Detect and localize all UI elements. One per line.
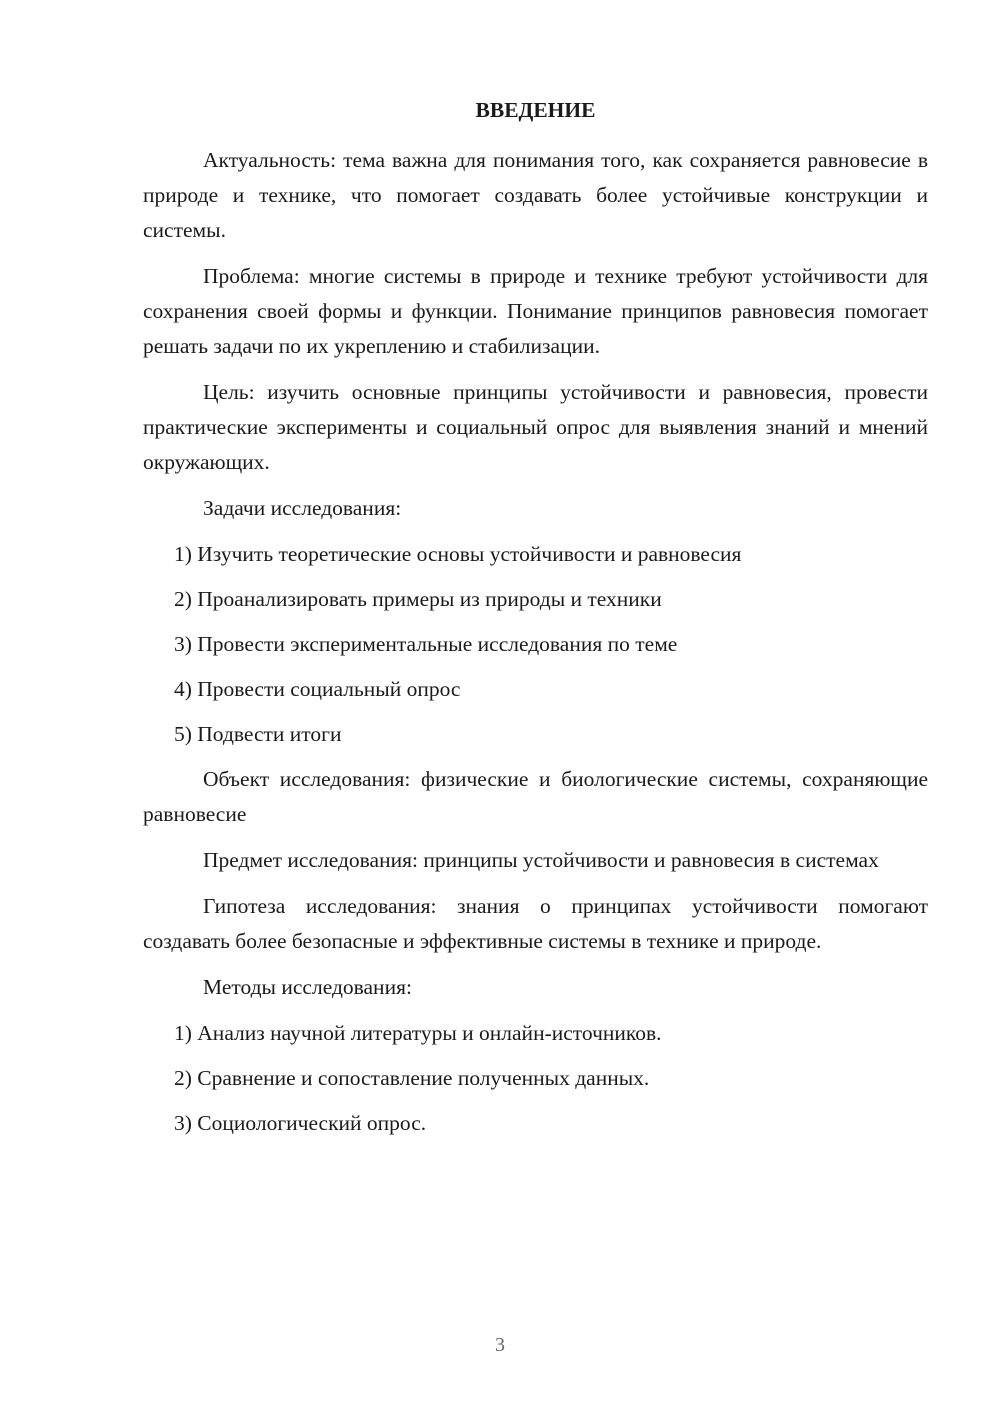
actuality-paragraph: Актуальность: тема важна для понимания того, как сохраняется равновесие в природе и технике, что помогает создавать более устойчивые конструкции и системы. — [143, 148, 928, 242]
page-number: 3 — [495, 1334, 505, 1356]
methods-label: Методы исследования: — [203, 975, 412, 999]
list-item: 3) Социологический опрос. — [174, 1111, 427, 1135]
list-item: 4) Провести социальный опрос — [174, 677, 461, 701]
document-page — [143, 95, 928, 1151]
goal-paragraph: Цель: изучить основные принципы устойчивости и равновесия, провести практические эксперименты и социальный опрос для выявления знаний и мнений окружающих. — [143, 380, 928, 474]
list-item: 2) Проанализировать примеры из природы и техники — [174, 587, 662, 611]
list-item: 1) Изучить теоретические основы устойчивости и равновесия — [174, 542, 742, 566]
hypothesis-paragraph: Гипотеза исследования: знания о принципах устойчивости помогают создавать более безопасные и эффективные системы в технике и природе. — [143, 894, 928, 953]
tasks-label: Задачи исследования: — [203, 496, 402, 520]
list-item: 1) Анализ научной литературы и онлайн-источников. — [174, 1021, 662, 1045]
methods-list — [143, 1016, 928, 1141]
object-paragraph: Объект исследования: физические и биологические системы, сохраняющие равновесие — [143, 767, 928, 826]
subject-paragraph: Предмет исследования: принципы устойчивости и равновесия в системах — [203, 848, 879, 872]
list-item: 2) Сравнение и сопоставление полученных данных. — [174, 1066, 650, 1090]
list-item: 3) Провести экспериментальные исследования по теме — [174, 632, 678, 656]
tasks-list — [143, 537, 928, 752]
problem-paragraph: Проблема: многие системы в природе и технике требуют устойчивости для сохранения своей формы и функции. Понимание принципов равновесия помогает решать задачи по их укреплению и стабилизации. — [143, 264, 928, 358]
list-item: 5) Подвести итоги — [174, 722, 342, 746]
page-title: ВВЕДЕНИЕ — [475, 98, 596, 122]
